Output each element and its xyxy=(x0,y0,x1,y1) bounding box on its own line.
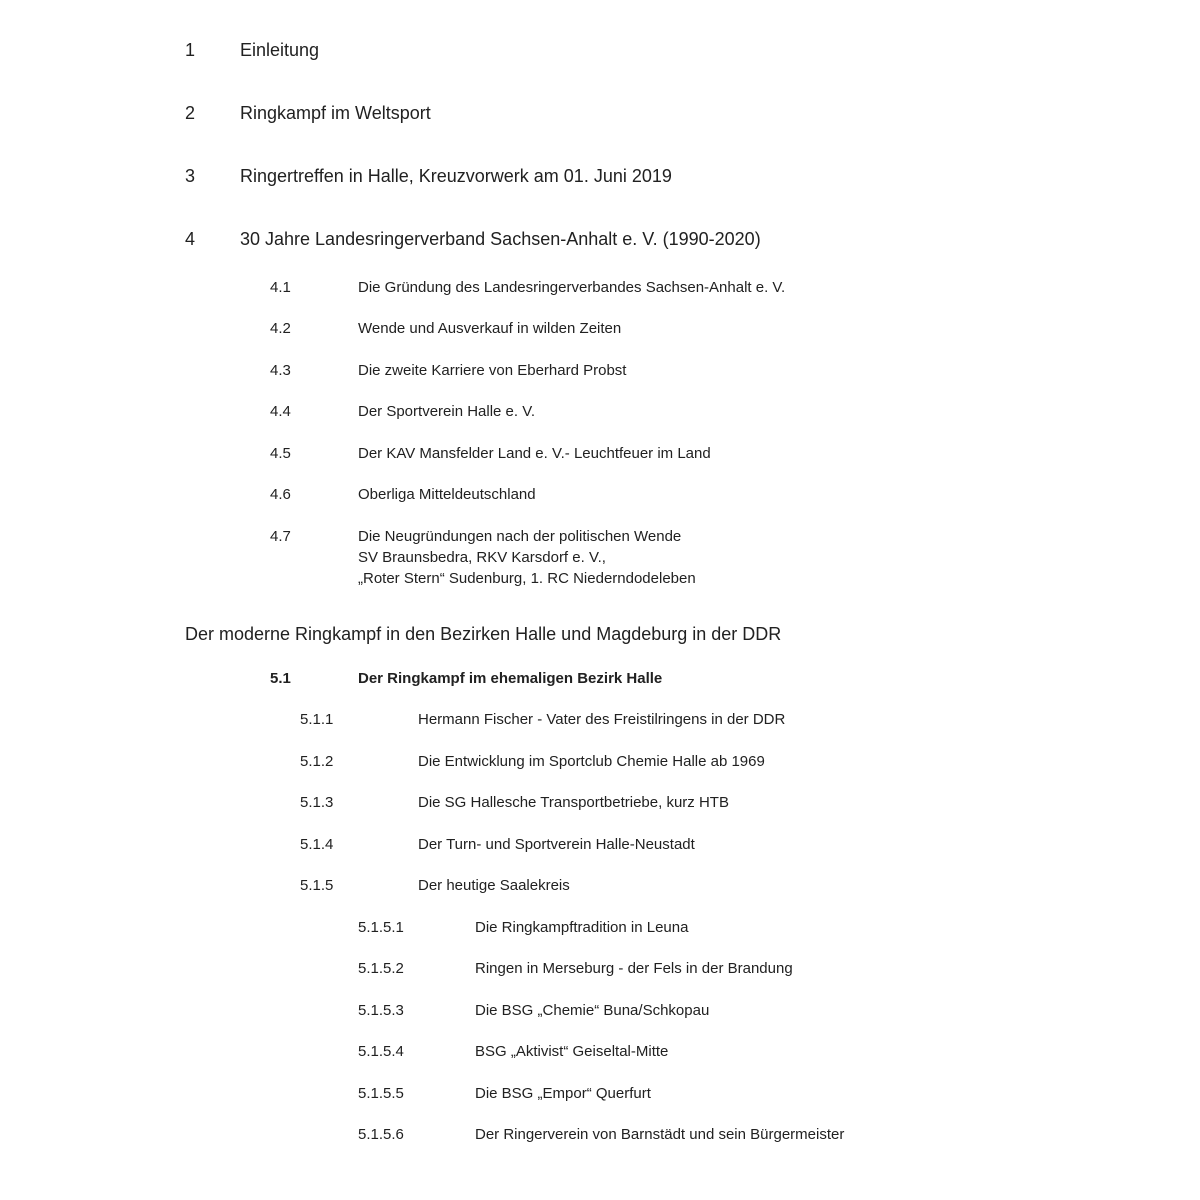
toc-entry-number: 5.1.3 xyxy=(300,794,334,811)
toc-entry-title: Der Ringerverein von Barnstädt und sein Bürgermeister xyxy=(475,1126,845,1143)
toc-entry-number: 5.1.5.3 xyxy=(358,1002,404,1019)
toc-entry-title: Der Ringkampf im ehemaligen Bezirk Halle xyxy=(358,670,663,687)
toc-entry-number: 5.1.5.4 xyxy=(358,1043,404,1060)
toc-entry-number: 5.1 xyxy=(270,670,291,687)
toc-entry-number: 4.1 xyxy=(270,279,291,296)
toc-entry-title: Die BSG „Empor“ Querfurt xyxy=(475,1085,651,1102)
toc-entry-number: 4.4 xyxy=(270,403,291,420)
toc-entry-number: 5.1.5.5 xyxy=(358,1085,404,1102)
toc-entry-title: Ringertreffen in Halle, Kreuzvorwerk am 01. Juni 2019 xyxy=(240,166,672,186)
toc-entry-number: 5.1.5.1 xyxy=(358,919,404,936)
toc-entry-title: Der KAV Mansfelder Land e. V.- Leuchtfeuer im Land xyxy=(358,445,711,462)
toc-entry-title: Die Gründung des Landesringerverbandes Sachsen-Anhalt e. V. xyxy=(358,279,786,296)
toc-entry-title: Der Sportverein Halle e. V. xyxy=(358,403,536,420)
toc-entry-title-line: „Roter Stern“ Sudenburg, 1. RC Niederndodeleben xyxy=(358,570,696,587)
toc-entry-title: Ringkampf im Weltsport xyxy=(240,103,431,123)
toc-entry-number: 3 xyxy=(185,166,196,186)
toc-entry-title: Wende und Ausverkauf in wilden Zeiten xyxy=(358,320,622,337)
toc-entry-number: 4.6 xyxy=(270,486,291,503)
toc-entry-number: 4.7 xyxy=(270,528,291,545)
section-heading: Der moderne Ringkampf in den Bezirken Halle und Magdeburg in der DDR xyxy=(185,624,782,644)
toc-entry-number: 1 xyxy=(185,40,196,60)
toc-entry-title: Die Ringkampftradition in Leuna xyxy=(475,919,689,936)
toc-entry-title xyxy=(358,526,696,589)
toc-entry-title: Oberliga Mitteldeutschland xyxy=(358,486,536,503)
toc-entry-title: Der heutige Saalekreis xyxy=(418,877,570,894)
toc-entry-number: 5.1.5.6 xyxy=(358,1126,404,1143)
toc-entry-title: Die SG Hallesche Transportbetriebe, kurz HTB xyxy=(418,794,729,811)
toc-entry-title: Hermann Fischer - Vater des Freistilringens in der DDR xyxy=(418,711,786,728)
toc-entry-title: Die zweite Karriere von Eberhard Probst xyxy=(358,362,627,379)
toc-entry-number: 5.1.5 xyxy=(300,877,334,894)
toc-entry-number: 4.5 xyxy=(270,445,291,462)
toc-entry-title: Der Turn- und Sportverein Halle-Neustadt xyxy=(418,836,695,853)
toc-entry-title: 30 Jahre Landesringerverband Sachsen-Anhalt e. V. (1990-2020) xyxy=(240,229,761,249)
toc-entry-title: BSG „Aktivist“ Geiseltal-Mitte xyxy=(475,1043,669,1060)
toc-entry-title: Die Entwicklung im Sportclub Chemie Halle ab 1969 xyxy=(418,753,765,770)
toc-entry-title: Einleitung xyxy=(240,40,320,60)
toc-entry-number: 5.1.1 xyxy=(300,711,334,728)
toc-entry-number: 4 xyxy=(185,229,196,249)
toc-entry-title-line: Die Neugründungen nach der politischen Wende xyxy=(358,528,682,545)
toc-entry-number: 5.1.4 xyxy=(300,836,334,853)
toc-entry-title-line: SV Braunsbedra, RKV Karsdorf e. V., xyxy=(358,549,606,566)
toc-entry-number: 4.3 xyxy=(270,362,291,379)
toc-entry-number: 2 xyxy=(185,103,196,123)
toc-entry-number: 5.1.2 xyxy=(300,753,334,770)
toc-entry-number: 4.2 xyxy=(270,320,291,337)
toc-entry-title: Ringen in Merseburg - der Fels in der Brandung xyxy=(475,960,793,977)
toc-entry-title: Die BSG „Chemie“ Buna/Schkopau xyxy=(475,1002,710,1019)
toc-entry-number: 5.1.5.2 xyxy=(358,960,404,977)
